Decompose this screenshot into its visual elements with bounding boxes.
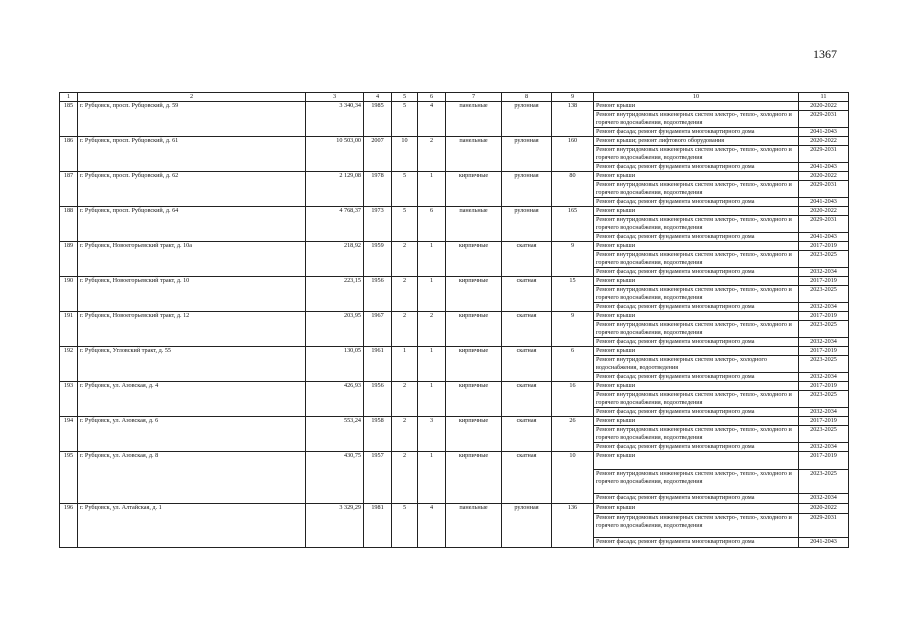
- work-type-cell: Ремонт фасада; ремонт фундамента многоквартирного дома: [594, 408, 799, 417]
- work-type-cell: Ремонт фасада; ремонт фундамента многоквартирного дома: [594, 198, 799, 207]
- area-cell: 203,95: [306, 312, 364, 347]
- area-cell: 218,92: [306, 242, 364, 277]
- work-type-cell: Ремонт крыши: [594, 172, 799, 181]
- floors-cell: 2: [392, 277, 418, 312]
- year-cell: 1957: [364, 452, 392, 504]
- entrances-cell: 1: [418, 347, 446, 382]
- address-cell: г. Рубцовск, Новоегорьевский тракт, д. 12: [78, 312, 306, 347]
- period-cell: 2020-2022: [799, 504, 849, 514]
- area-cell: 130,05: [306, 347, 364, 382]
- period-cell: 2023-2025: [799, 251, 849, 268]
- period-cell: 2023-2025: [799, 356, 849, 373]
- residents-cell: 26: [552, 417, 594, 452]
- table-row: [60, 312, 849, 321]
- period-cell: 2017-2019: [799, 242, 849, 251]
- entrances-cell: 1: [418, 242, 446, 277]
- address-cell: г. Рубцовск, ул. Азовская, д. 4: [78, 382, 306, 417]
- row-number: 190: [60, 277, 78, 312]
- period-cell: 2032-2034: [799, 443, 849, 452]
- walls-cell: кирпичные: [446, 347, 502, 382]
- period-cell: 2020-2022: [799, 207, 849, 216]
- address-cell: г. Рубцовск, ул. Азовская, д. 8: [78, 452, 306, 504]
- work-type-cell: Ремонт фасада; ремонт фундамента многоквартирного дома: [594, 268, 799, 277]
- area-cell: 430,75: [306, 452, 364, 504]
- table-row: [60, 102, 849, 111]
- walls-cell: кирпичные: [446, 277, 502, 312]
- walls-cell: кирпичные: [446, 452, 502, 504]
- address-cell: г. Рубцовск, Новоегорьевский тракт, д. 10: [78, 277, 306, 312]
- col-header: 2: [78, 93, 306, 102]
- period-cell: 2041-2043: [799, 163, 849, 172]
- work-type-cell: Ремонт крыши: [594, 242, 799, 251]
- period-cell: 2041-2043: [799, 128, 849, 137]
- address-cell: г. Рубцовск, просп. Рубцовский, д. 64: [78, 207, 306, 242]
- table-row: [60, 382, 849, 391]
- work-type-cell: Ремонт крыши: [594, 382, 799, 391]
- period-cell: 2029-2031: [799, 181, 849, 198]
- row-number: 194: [60, 417, 78, 452]
- residents-cell: 136: [552, 504, 594, 548]
- floors-cell: 2: [392, 382, 418, 417]
- area-cell: 553,24: [306, 417, 364, 452]
- residents-cell: 160: [552, 137, 594, 172]
- row-number: 195: [60, 452, 78, 504]
- entrances-cell: 1: [418, 277, 446, 312]
- floors-cell: 1: [392, 347, 418, 382]
- roof-cell: скатная: [502, 277, 552, 312]
- col-header: 8: [502, 93, 552, 102]
- walls-cell: панельные: [446, 102, 502, 137]
- col-header: 11: [799, 93, 849, 102]
- table-row: [60, 277, 849, 286]
- row-number: 186: [60, 137, 78, 172]
- work-type-cell: Ремонт фасада; ремонт фундамента многоквартирного дома: [594, 338, 799, 347]
- period-cell: 2017-2019: [799, 347, 849, 356]
- roof-cell: рулонная: [502, 504, 552, 548]
- entrances-cell: 1: [418, 382, 446, 417]
- work-type-cell: Ремонт крыши; ремонт лифтового оборудования: [594, 137, 799, 146]
- address-cell: г. Рубцовск, ул. Алтайская, д. 1: [78, 504, 306, 548]
- year-cell: 1981: [364, 504, 392, 548]
- floors-cell: 2: [392, 242, 418, 277]
- period-cell: 2032-2034: [799, 268, 849, 277]
- work-type-cell: Ремонт внутридомовых инженерных систем электро-, тепло-, холодного и горячего водоснабжения, водоотведения: [594, 216, 799, 233]
- roof-cell: скатная: [502, 242, 552, 277]
- walls-cell: кирпичные: [446, 172, 502, 207]
- work-type-cell: Ремонт фасада; ремонт фундамента многоквартирного дома: [594, 538, 799, 548]
- period-cell: 2032-2034: [799, 373, 849, 382]
- work-type-cell: Ремонт крыши: [594, 312, 799, 321]
- work-type-cell: Ремонт внутридомовых инженерных систем электро-, тепло-, холодного и горячего водоснабжения, водоотведения: [594, 111, 799, 128]
- period-cell: 2017-2019: [799, 417, 849, 426]
- work-type-cell: Ремонт внутридомовых инженерных систем электро-, холодного водоснабжения, водоотведения: [594, 356, 799, 373]
- table-row: [60, 347, 849, 356]
- entrances-cell: 6: [418, 207, 446, 242]
- roof-cell: скатная: [502, 382, 552, 417]
- entrances-cell: 1: [418, 172, 446, 207]
- year-cell: 2007: [364, 137, 392, 172]
- work-type-cell: Ремонт фасада; ремонт фундамента многоквартирного дома: [594, 494, 799, 504]
- col-header: 3: [306, 93, 364, 102]
- period-cell: 2017-2019: [799, 452, 849, 470]
- entrances-cell: 3: [418, 417, 446, 452]
- period-cell: 2032-2034: [799, 338, 849, 347]
- period-cell: 2029-2031: [799, 216, 849, 233]
- address-cell: г. Рубцовск, просп. Рубцовский, д. 61: [78, 137, 306, 172]
- walls-cell: панельные: [446, 504, 502, 548]
- work-type-cell: Ремонт крыши: [594, 417, 799, 426]
- area-cell: 10 503,00: [306, 137, 364, 172]
- area-cell: 3 329,29: [306, 504, 364, 548]
- col-header: 1: [60, 93, 78, 102]
- year-cell: 1978: [364, 172, 392, 207]
- area-cell: 4 768,37: [306, 207, 364, 242]
- roof-cell: скатная: [502, 347, 552, 382]
- floors-cell: 5: [392, 504, 418, 548]
- row-number: 191: [60, 312, 78, 347]
- housing-register-table: [59, 92, 849, 548]
- roof-cell: скатная: [502, 452, 552, 504]
- table-row: [60, 417, 849, 426]
- walls-cell: кирпичные: [446, 417, 502, 452]
- table-header-row: [60, 93, 849, 102]
- period-cell: 2023-2025: [799, 426, 849, 443]
- period-cell: 2023-2025: [799, 470, 849, 494]
- table-row: [60, 242, 849, 251]
- row-number: 185: [60, 102, 78, 137]
- floors-cell: 2: [392, 417, 418, 452]
- table-row: [60, 207, 849, 216]
- residents-cell: 9: [552, 242, 594, 277]
- entrances-cell: 2: [418, 137, 446, 172]
- year-cell: 1956: [364, 382, 392, 417]
- address-cell: г. Рубцовск, Угловский тракт, д. 55: [78, 347, 306, 382]
- address-cell: г. Рубцовск, Новоегорьевский тракт, д. 10а: [78, 242, 306, 277]
- area-cell: 2 129,08: [306, 172, 364, 207]
- period-cell: 2020-2022: [799, 172, 849, 181]
- period-cell: 2032-2034: [799, 303, 849, 312]
- work-type-cell: Ремонт фасада; ремонт фундамента многоквартирного дома: [594, 233, 799, 242]
- residents-cell: 165: [552, 207, 594, 242]
- year-cell: 1961: [364, 347, 392, 382]
- address-cell: г. Рубцовск, просп. Рубцовский, д. 59: [78, 102, 306, 137]
- walls-cell: панельные: [446, 207, 502, 242]
- residents-cell: 80: [552, 172, 594, 207]
- entrances-cell: 2: [418, 312, 446, 347]
- page-number: 1367: [813, 47, 837, 61]
- work-type-cell: Ремонт внутридомовых инженерных систем электро-, тепло-, холодного и горячего водоснабжения, водоотведения: [594, 426, 799, 443]
- residents-cell: 10: [552, 452, 594, 504]
- entrances-cell: 4: [418, 504, 446, 548]
- period-cell: 2020-2022: [799, 102, 849, 111]
- row-number: 192: [60, 347, 78, 382]
- work-type-cell: Ремонт фасада; ремонт фундамента многоквартирного дома: [594, 303, 799, 312]
- period-cell: 2041-2043: [799, 538, 849, 548]
- year-cell: 1958: [364, 417, 392, 452]
- col-header: 6: [418, 93, 446, 102]
- roof-cell: скатная: [502, 312, 552, 347]
- period-cell: 2029-2031: [799, 111, 849, 128]
- table-row: [60, 504, 849, 514]
- work-type-cell: Ремонт крыши: [594, 452, 799, 470]
- entrances-cell: 1: [418, 452, 446, 504]
- period-cell: 2032-2034: [799, 494, 849, 504]
- address-cell: г. Рубцовск, ул. Азовская, д. 6: [78, 417, 306, 452]
- period-cell: 2017-2019: [799, 277, 849, 286]
- walls-cell: кирпичные: [446, 242, 502, 277]
- work-type-cell: Ремонт крыши: [594, 347, 799, 356]
- period-cell: 2017-2019: [799, 312, 849, 321]
- work-type-cell: Ремонт фасада; ремонт фундамента многоквартирного дома: [594, 373, 799, 382]
- residents-cell: 6: [552, 347, 594, 382]
- work-type-cell: Ремонт крыши: [594, 102, 799, 111]
- year-cell: 1956: [364, 277, 392, 312]
- period-cell: 2023-2025: [799, 286, 849, 303]
- period-cell: 2032-2034: [799, 408, 849, 417]
- floors-cell: 5: [392, 102, 418, 137]
- work-type-cell: Ремонт внутридомовых инженерных систем электро-, тепло-, холодного и горячего водоснабжения, водоотведения: [594, 181, 799, 198]
- table-row: [60, 452, 849, 470]
- year-cell: 1967: [364, 312, 392, 347]
- work-type-cell: Ремонт внутридомовых инженерных систем электро-, тепло-, холодного и горячего водоснабжения, водоотведения: [594, 391, 799, 408]
- period-cell: 2023-2025: [799, 321, 849, 338]
- period-cell: 2029-2031: [799, 514, 849, 538]
- period-cell: 2041-2043: [799, 198, 849, 207]
- walls-cell: панельные: [446, 137, 502, 172]
- residents-cell: 138: [552, 102, 594, 137]
- col-header: 5: [392, 93, 418, 102]
- year-cell: 1959: [364, 242, 392, 277]
- year-cell: 1973: [364, 207, 392, 242]
- table-row: [60, 172, 849, 181]
- work-type-cell: Ремонт фасада; ремонт фундамента многоквартирного дома: [594, 128, 799, 137]
- table-row: [60, 137, 849, 146]
- row-number: 188: [60, 207, 78, 242]
- work-type-cell: Ремонт фасада; ремонт фундамента многоквартирного дома: [594, 443, 799, 452]
- year-cell: 1985: [364, 102, 392, 137]
- roof-cell: рулонная: [502, 137, 552, 172]
- period-cell: 2029-2031: [799, 146, 849, 163]
- work-type-cell: Ремонт крыши: [594, 277, 799, 286]
- floors-cell: 2: [392, 312, 418, 347]
- entrances-cell: 4: [418, 102, 446, 137]
- address-cell: г. Рубцовск, просп. Рубцовский, д. 62: [78, 172, 306, 207]
- row-number: 189: [60, 242, 78, 277]
- col-header: 10: [594, 93, 799, 102]
- period-cell: 2041-2043: [799, 233, 849, 242]
- floors-cell: 10: [392, 137, 418, 172]
- residents-cell: 16: [552, 382, 594, 417]
- row-number: 187: [60, 172, 78, 207]
- floors-cell: 5: [392, 172, 418, 207]
- work-type-cell: Ремонт внутридомовых инженерных систем электро-, тепло-, холодного и горячего водоснабжения, водоотведения: [594, 146, 799, 163]
- work-type-cell: Ремонт внутридомовых инженерных систем электро-, тепло-, холодного и горячего водоснабжения, водоотведения: [594, 470, 799, 494]
- work-type-cell: Ремонт внутридомовых инженерных систем электро-, тепло-, холодного и горячего водоснабжения, водоотведения: [594, 251, 799, 268]
- col-header: 9: [552, 93, 594, 102]
- work-type-cell: Ремонт фасада; ремонт фундамента многоквартирного дома: [594, 163, 799, 172]
- period-cell: 2020-2022: [799, 137, 849, 146]
- period-cell: 2023-2025: [799, 391, 849, 408]
- work-type-cell: Ремонт внутридомовых инженерных систем электро-, тепло-, холодного и горячего водоснабжения, водоотведения: [594, 286, 799, 303]
- floors-cell: 5: [392, 207, 418, 242]
- roof-cell: рулонная: [502, 207, 552, 242]
- work-type-cell: Ремонт крыши: [594, 207, 799, 216]
- walls-cell: кирпичные: [446, 312, 502, 347]
- period-cell: 2017-2019: [799, 382, 849, 391]
- area-cell: 3 340,34: [306, 102, 364, 137]
- row-number: 193: [60, 382, 78, 417]
- work-type-cell: Ремонт крыши: [594, 504, 799, 514]
- roof-cell: рулонная: [502, 102, 552, 137]
- col-header: 4: [364, 93, 392, 102]
- walls-cell: кирпичные: [446, 382, 502, 417]
- area-cell: 426,93: [306, 382, 364, 417]
- col-header: 7: [446, 93, 502, 102]
- residents-cell: 15: [552, 277, 594, 312]
- work-type-cell: Ремонт внутридомовых инженерных систем электро-, тепло-, холодного и горячего водоснабжения, водоотведения: [594, 321, 799, 338]
- residents-cell: 9: [552, 312, 594, 347]
- row-number: 196: [60, 504, 78, 548]
- roof-cell: скатная: [502, 417, 552, 452]
- area-cell: 223,15: [306, 277, 364, 312]
- roof-cell: рулонная: [502, 172, 552, 207]
- work-type-cell: Ремонт внутридомовых инженерных систем электро-, тепло-, холодного и горячего водоснабжения, водоотведения: [594, 514, 799, 538]
- floors-cell: 2: [392, 452, 418, 504]
